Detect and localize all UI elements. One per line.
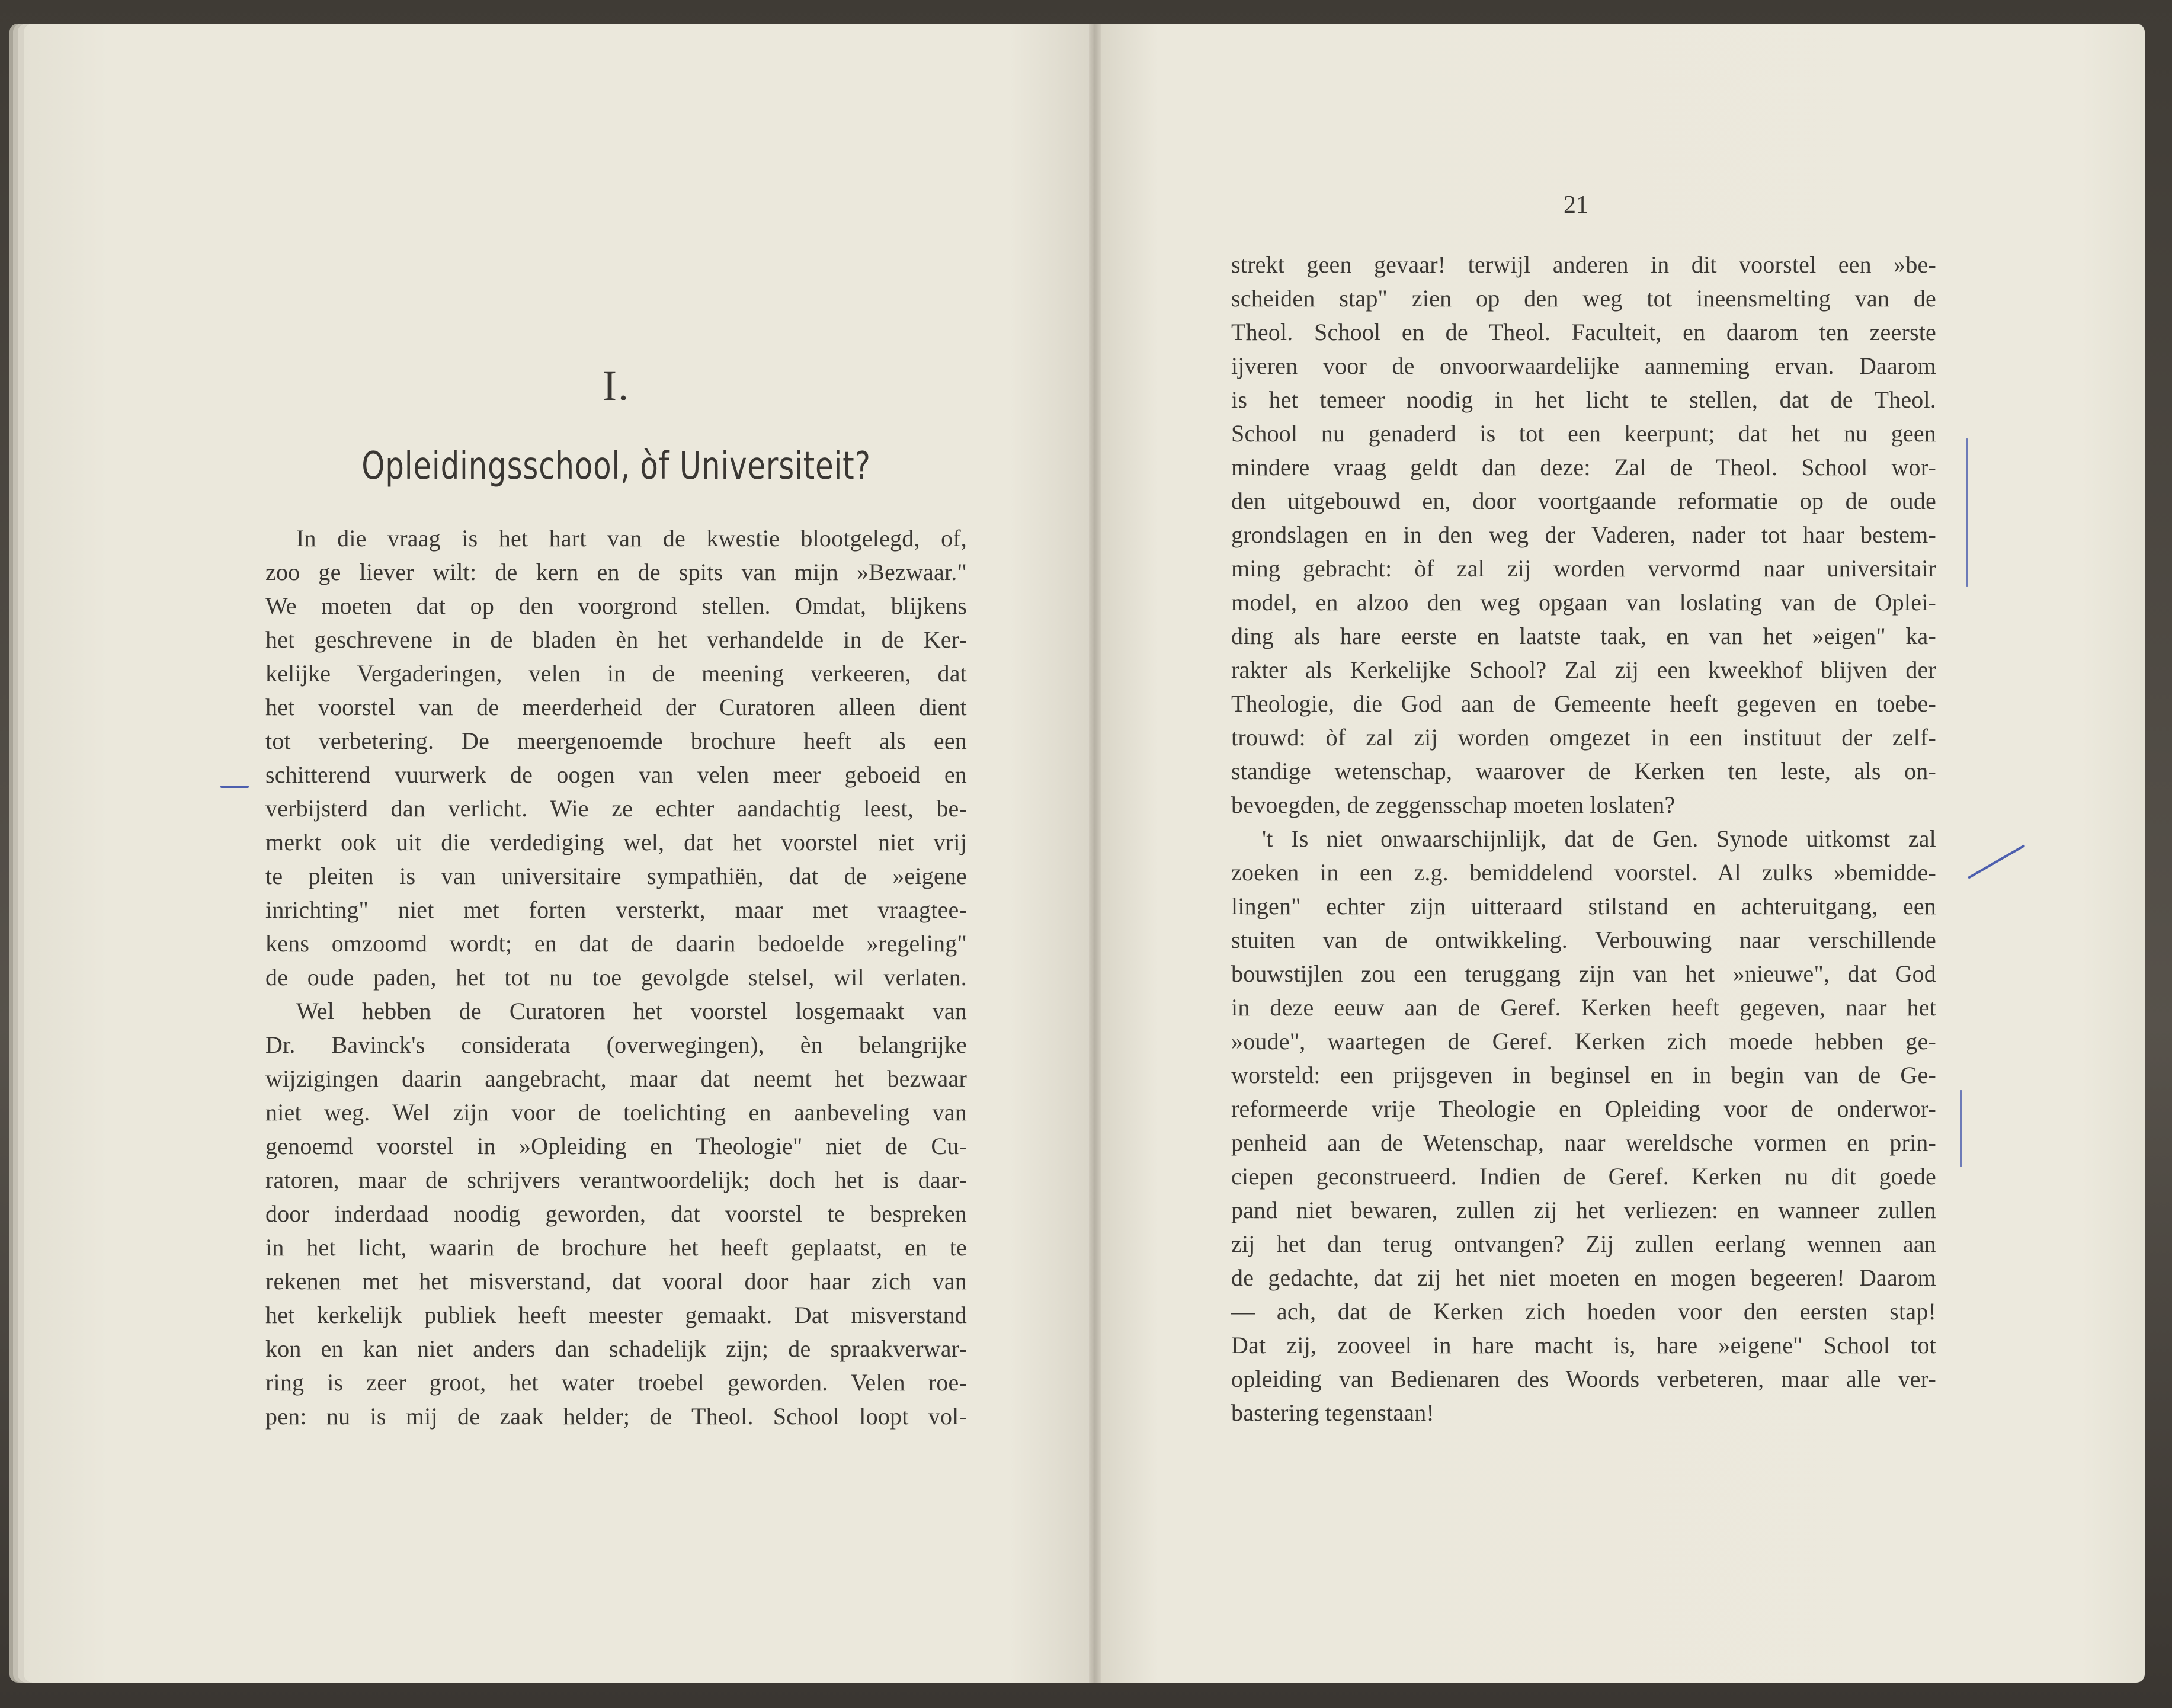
text-line: worsteld: een prijsgeven in beginsel en in begin van de Ge- (1231, 1062, 1936, 1088)
text-line: verbijsterd dan verlicht. Wie ze echter aandachtig leest, be- (265, 795, 967, 822)
text-line: is het temeer noodig in het licht te stellen, dat de Theol. (1231, 386, 1936, 413)
text-line: pand niet bewaren, zullen zij het verliezen: en wanneer zullen (1231, 1197, 1936, 1223)
text-line: in deze eeuw aan de Geref. Kerken heeft gegeven, naar het (1231, 994, 1936, 1021)
text-line: ratoren, maar de schrijvers verantwoordelijk; doch het is daar- (265, 1167, 967, 1193)
text-line: Dr. Bavinck's considerata (overwegingen), èn belangrijke (265, 1031, 967, 1058)
text-line: in het licht, waarin de brochure het heeft geplaatst, en te (265, 1234, 967, 1261)
text-line: zoo ge liever wilt: de kern en de spits van mijn »Bezwaar." (265, 559, 967, 585)
text-line: bevoegden, de zeggensschap moeten loslaten? (1231, 791, 1676, 818)
text-line: tot verbetering. De meergenoemde brochure heeft als een (265, 728, 967, 754)
text-line: Wel hebben de Curatoren het voorstel losgemaakt van (296, 998, 967, 1024)
chapter-number: I. (603, 362, 630, 409)
text-line: rakter als Kerkelijke School? Zal zij een kweekhof blijven der (1231, 656, 1936, 683)
text-line: te pleiten is van universitaire sympathiën, dat de »eigene (265, 863, 967, 889)
text-line: We moeten dat op den voorgrond stellen. Omdat, blijkens (265, 592, 967, 619)
text-line: »oude", waartegen de Geref. Kerken zich moede hebben ge- (1231, 1028, 1936, 1055)
text-line: Dat zij, zooveel in hare macht is, hare »eigene" School tot (1231, 1332, 1936, 1358)
text-line: strekt geen gevaar! terwijl anderen in dit voorstel een »be- (1231, 251, 1936, 278)
text-line: Theologie, die God aan de Gemeente heeft gegeven en toebe- (1231, 690, 1936, 717)
chapter-title: Opleidingsschool, òf Universiteit? (361, 444, 871, 488)
text-line: Theol. School en de Theol. Faculteit, en daarom ten zeerste (1231, 319, 1936, 345)
text-line: het kerkelijk publiek heeft meester gemaakt. Dat misverstand (265, 1302, 967, 1328)
text-line: School nu genaderd is tot een keerpunt; dat het nu geen (1231, 420, 1936, 447)
text-line: grondslagen en in den weg der Vaderen, nader tot haar bestem- (1231, 521, 1936, 548)
text-line: de gedachte, dat zij het niet moeten en mogen begeeren! Daarom (1231, 1264, 1936, 1291)
page-number: 21 (1564, 191, 1588, 219)
text-line: het voorstel van de meerderheid der Curatoren alleen dient (265, 694, 967, 720)
text-line: zoeken in een z.g. bemiddelend voorstel. Al zulks »bemidde- (1231, 859, 1936, 886)
left-page-text (265, 521, 967, 1433)
text-line: rekenen met het misverstand, dat vooral door haar zich van (265, 1268, 967, 1294)
text-line: de oude paden, het tot nu toe gevolgde stelsel, wil verlaten. (265, 964, 967, 991)
margin-pencil-mark (220, 786, 249, 788)
text-line: inrichting" niet met forten versterkt, maar met vraagtee- (265, 896, 967, 923)
text-line: stuiten van de ontwikkeling. Verbouwing naar verschillende (1231, 927, 1936, 953)
text-line: ding als hare eerste en laatste taak, en van het »eigen" ka- (1231, 623, 1936, 649)
text-line: — ach, dat de Kerken zich hoeden voor den eersten stap! (1231, 1298, 1936, 1325)
text-line: trouwd: òf zal zij worden omgezet in een instituut der zelf- (1231, 724, 1936, 751)
text-line: ring is zeer groot, het water troebel geworden. Velen roe- (265, 1369, 967, 1396)
text-line: het geschrevene in de bladen èn het verhandelde in de Ker- (265, 626, 967, 653)
text-line: ijveren voor de onvoorwaardelijke aanneming ervan. Daarom (1231, 353, 1936, 379)
text-line: lingen" echter zijn uitteraard stilstand en achteruitgang, een (1231, 893, 1936, 919)
text-line: schitterend vuurwerk de oogen van velen meer geboeid en (265, 761, 967, 788)
text-line: merkt ook uit die verdediging wel, dat het voorstel niet vrij (265, 829, 967, 855)
text-line: ciepen geconstrueerd. Indien de Geref. Kerken nu dit goede (1231, 1163, 1936, 1190)
text-line: den uitgebouwd en, door voortgaande reformatie op de oude (1231, 488, 1936, 514)
text-line: standige wetenschap, waarover de Kerken ten leste, als on- (1231, 758, 1936, 784)
text-line: pen: nu is mij de zaak helder; de Theol. School loopt vol- (265, 1403, 967, 1430)
right-page-text (1231, 248, 1936, 1430)
book-gutter (1089, 24, 1101, 1683)
margin-pencil-mark (1960, 1090, 1962, 1167)
text-line: kelijke Vergaderingen, velen in de meening verkeeren, dat (265, 660, 967, 687)
margin-pencil-mark (1966, 438, 1968, 587)
text-line: wijzigingen daarin aangebracht, maar dat neemt het bezwaar (265, 1065, 967, 1092)
text-line: reformeerde vrije Theologie en Opleiding voor de onderwor- (1231, 1095, 1936, 1122)
text-line: kens omzoomd wordt; en dat de daarin bedoelde »regeling" (265, 930, 967, 957)
text-line: genoemd voorstel in »Opleiding en Theologie" niet de Cu- (265, 1133, 967, 1159)
text-line: door inderdaad noodig geworden, dat voorstel te bespreken (265, 1200, 967, 1227)
text-line: In die vraag is het hart van de kwestie blootgelegd, of, (296, 525, 967, 552)
text-line: kon en kan niet anders dan schadelijk zijn; de spraakverwar- (265, 1335, 967, 1362)
text-line: bouwstijlen zou een teruggang zijn van het »nieuwe", dat God (1231, 960, 1936, 987)
text-line: mindere vraag geldt dan deze: Zal de Theol. School wor- (1231, 454, 1936, 480)
text-line: penheid aan de Wetenschap, naar wereldsche vormen en prin- (1231, 1129, 1936, 1156)
text-line: ming gebracht: òf zal zij worden vervormd naar universitair (1231, 555, 1936, 582)
text-line: zij het dan terug ontvangen? Zij zullen eerlang wennen aan (1231, 1230, 1936, 1257)
text-line: model, en alzoo den weg opgaan van loslating van de Oplei- (1231, 589, 1936, 616)
text-line: scheiden stap" zien op den weg tot ineensmelting van de (1231, 285, 1936, 312)
text-line: bastering tegenstaan! (1231, 1399, 1434, 1426)
text-line: 't Is niet onwaarschijnlijk, dat de Gen. Synode uitkomst zal (1262, 825, 1936, 852)
text-line: opleiding van Bedienaren des Woords verbeteren, maar alle ver- (1231, 1366, 1936, 1392)
text-line: niet weg. Wel zijn voor de toelichting en aanbeveling van (265, 1099, 967, 1126)
